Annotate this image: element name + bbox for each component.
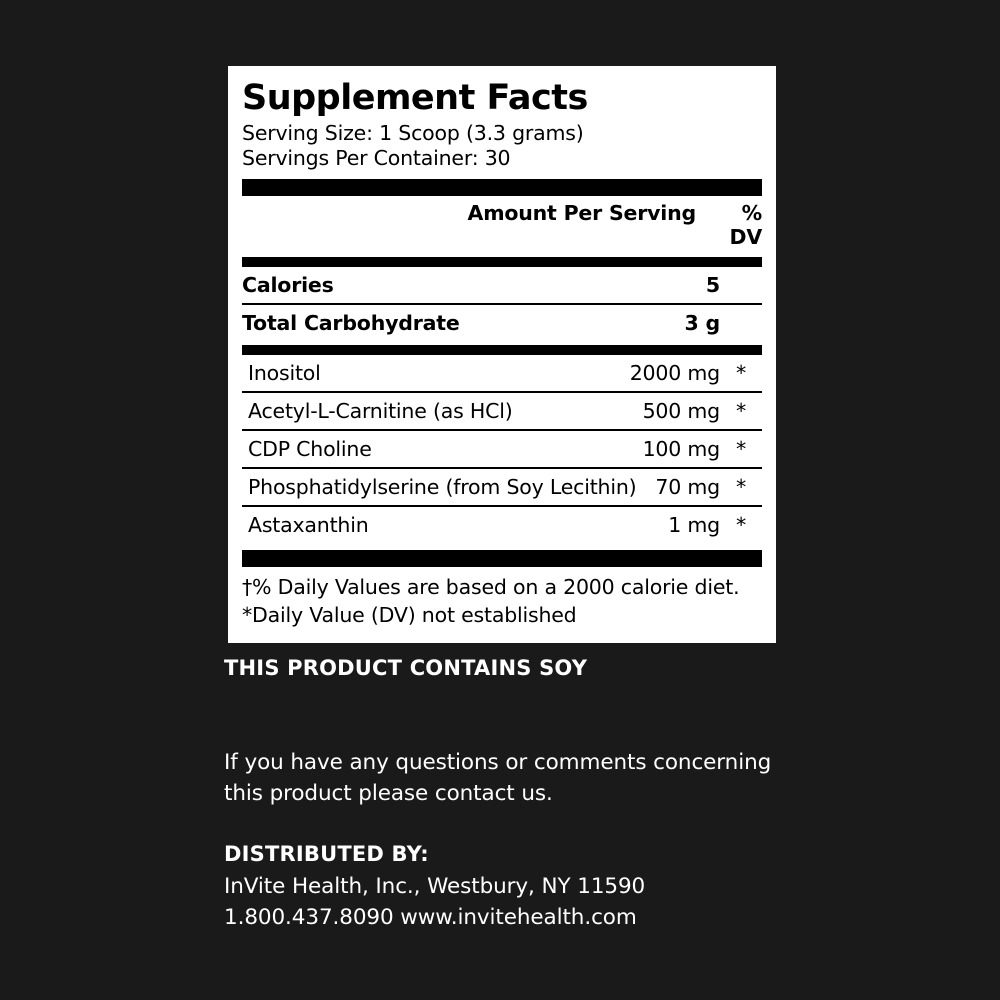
divider-thick-top: [242, 179, 762, 196]
allergen-note: THIS PRODUCT CONTAINS SOY: [224, 656, 588, 680]
nutrient-name: Phosphatidylserine (from Soy Lecithin): [248, 475, 637, 499]
divider-medium-header: [242, 257, 762, 267]
distributor-heading: DISTRIBUTED BY:: [224, 842, 429, 866]
nutrient-amount: 100 mg: [642, 437, 720, 461]
nutrient-name: Acetyl-L-Carnitine (as HCl): [248, 399, 513, 423]
nutrient-row-cdp-choline: [242, 431, 762, 467]
nutrient-dv: *: [735, 361, 747, 385]
nutrient-amount: 500 mg: [642, 399, 720, 423]
distributor-address: InVite Health, Inc., Westbury, NY 11590: [224, 874, 646, 899]
nutrient-name: Calories: [242, 273, 334, 297]
nutrient-name: Inositol: [248, 361, 321, 385]
footnote-dv-not-established: *Daily Value (DV) not established: [242, 602, 577, 627]
contact-note: [224, 748, 784, 809]
divider-thick-bottom: [242, 550, 762, 567]
nutrient-name: Astaxanthin: [248, 513, 369, 537]
nutrient-amount: 2000 mg: [629, 361, 720, 385]
nutrient-row-acetyl-l-carnitine: [242, 393, 762, 429]
nutrient-dv: *: [735, 437, 747, 461]
amount-per-serving-header: [242, 196, 762, 253]
nutrient-row-phosphatidylserine: [242, 469, 762, 505]
panel-title: Supplement Facts: [242, 78, 588, 118]
servings-per-container-line: Servings Per Container: 30: [242, 146, 511, 171]
nutrient-row-inositol: [242, 355, 762, 391]
nutrient-amount: 3 g: [684, 311, 720, 335]
nutrient-row-astaxanthin: [242, 507, 762, 543]
nutrient-name: CDP Choline: [248, 437, 372, 461]
nutrient-name: Total Carbohydrate: [242, 311, 460, 335]
distributor-contact: 1.800.437.8090 www.invitehealth.com: [224, 904, 637, 930]
nutrient-amount: 1 mg: [668, 513, 720, 537]
distributor-block: [224, 842, 824, 933]
nutrient-dv: *: [735, 513, 747, 537]
contact-note-line-2: this product please contact us.: [224, 780, 553, 806]
nutrient-row-calories: [242, 267, 762, 303]
nutrient-amount: 5: [705, 273, 720, 297]
percent-dv-label: % DV: [729, 201, 762, 249]
nutrient-amount: 70 mg: [655, 475, 720, 499]
amount-per-serving-label: Amount Per Serving: [467, 201, 696, 225]
supplement-facts-panel: [228, 66, 776, 643]
divider-medium-mid: [242, 345, 762, 355]
footnote-daily-values: †% Daily Values are based on a 2000 calorie diet.: [242, 575, 740, 599]
nutrient-dv: *: [735, 399, 747, 423]
serving-size-line: Serving Size: 1 Scoop (3.3 grams): [242, 120, 584, 145]
contact-note-line-1: If you have any questions or comments concerning: [224, 750, 772, 775]
nutrient-dv: *: [735, 475, 747, 499]
nutrient-row-total-carbohydrate: [242, 305, 762, 341]
